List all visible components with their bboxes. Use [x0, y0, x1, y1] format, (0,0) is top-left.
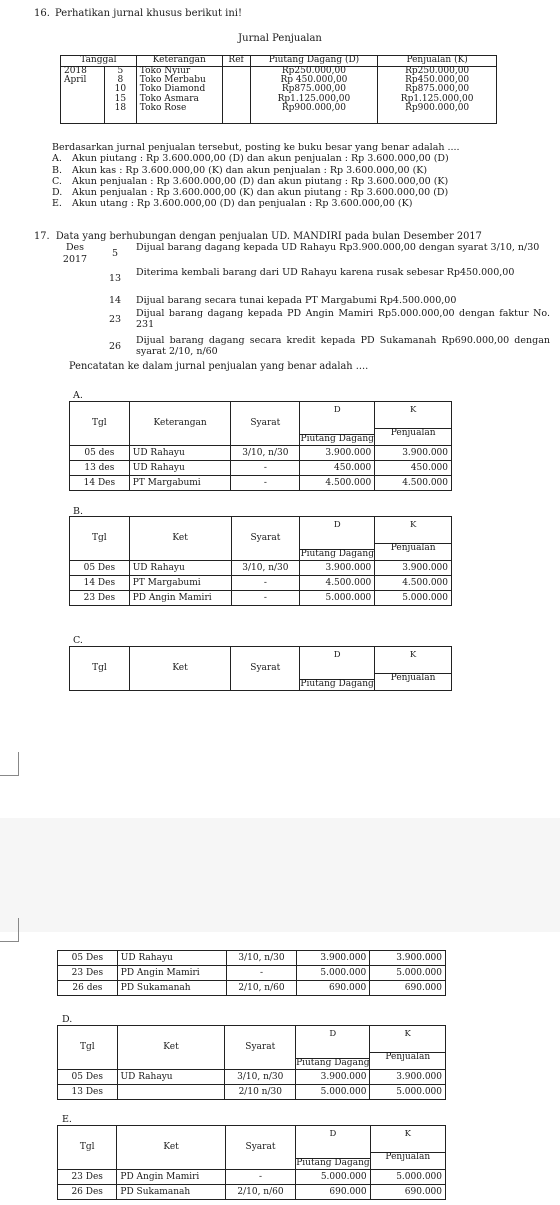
journal-credit: Rp1.125.000,00 [400, 93, 474, 104]
journal-title: Jurnal Penjualan [238, 33, 322, 44]
journal-customers [136, 67, 222, 124]
sales-journal-table [60, 55, 497, 124]
col-keterangan: Keterangan [129, 402, 231, 446]
option-text: Akun piutang : Rp 3.600.000,00 (D) dan akun penjualan : Rp 3.600.000,00 (D) [72, 153, 449, 165]
cell-credit: 450.000 [375, 461, 452, 476]
cell-ket: UD Rahayu [129, 461, 231, 476]
table-row [70, 591, 452, 606]
cell-ket: PD Angin Mamiri [117, 966, 226, 981]
cell-date: 23 Des [70, 591, 130, 606]
col-debit [300, 402, 375, 446]
option-16-e[interactable] [52, 198, 460, 209]
question-17-header [34, 231, 482, 243]
debit-mark: D [329, 1128, 337, 1139]
cell-ket: PD Angin Mamiri [129, 591, 231, 606]
table-row [58, 1085, 446, 1100]
journal-customer: Toko Asmara [139, 93, 199, 104]
piutang-label: Piutang Dagang [296, 1057, 370, 1068]
cell-ket: PD Angin Mamiri [117, 1170, 225, 1185]
col-syarat: Syarat [231, 402, 300, 446]
option-letter: E. [52, 198, 62, 210]
col-debit [296, 1126, 370, 1170]
journal-debit: Rp 450.000,00 [280, 75, 348, 86]
cell-credit: 690.000 [370, 1185, 445, 1200]
cell-syarat: 3/10, n/30 [225, 1070, 296, 1085]
cell-ket: UD Rahayu [117, 1070, 225, 1085]
question-16-options [52, 142, 460, 210]
header-ref: Ref [222, 56, 250, 67]
cell-credit: 5.000.000 [370, 1085, 446, 1100]
col-ket: Ket [117, 1126, 225, 1170]
journal-credit: Rp875.000,00 [405, 84, 470, 95]
journal-ref [222, 67, 250, 124]
transaction-day: 14 [108, 295, 122, 306]
table-header-row [70, 402, 452, 446]
piutang-label: Piutang Dagang [300, 678, 374, 689]
transaction-day: 5 [111, 248, 119, 259]
journal-debit: Rp1.125.000,00 [277, 93, 351, 104]
table-header-row [70, 517, 452, 561]
cell-debit: 4.500.000 [300, 476, 375, 491]
col-tgl: Tgl [70, 517, 130, 561]
journal-year-month [61, 67, 105, 124]
col-credit [375, 647, 452, 691]
option-17-a-label[interactable]: A. [73, 390, 83, 401]
cell-ket [117, 1085, 225, 1100]
option-17-c-table [69, 646, 452, 691]
option-letter: D. [52, 187, 63, 199]
cell-syarat: - [231, 576, 300, 591]
col-credit [370, 1026, 446, 1070]
cell-date: 23 Des [58, 1170, 117, 1185]
cell-syarat: 3/10, n/30 [226, 951, 297, 966]
journal-body-row [61, 67, 497, 124]
journal-customer: Toko Rose [139, 102, 187, 113]
year-label: 2017 [62, 254, 88, 265]
debit-mark: D [333, 404, 341, 415]
journal-header-row [61, 56, 497, 67]
cell-credit: 4.500.000 [375, 476, 452, 491]
journal-debit: Rp875.000,00 [281, 84, 346, 95]
table-row [70, 461, 452, 476]
option-letter: A. [52, 153, 62, 165]
option-text: Akun penjualan : Rp 3.600.000,00 (K) dan akun piutang : Rp 3.600.000,00 (D) [72, 187, 449, 199]
cell-credit: 4.500.000 [375, 576, 452, 591]
penjualan-label: Penjualan [370, 1052, 445, 1068]
cell-credit: 690.000 [370, 981, 446, 996]
col-credit [375, 517, 452, 561]
transaction-text: Diterima kembali barang dari UD Rahayu karena rusak sebesar Rp450.000,00 [136, 267, 515, 278]
cell-debit: 450.000 [300, 461, 375, 476]
journal-customer: Toko Merbabu [139, 75, 206, 86]
transaction-text: Dijual barang dagang kepada PD Angin Mamiri Rp5.000.000,00 dengan faktur No. 231 [136, 308, 550, 331]
cell-date: 05 Des [58, 1070, 118, 1085]
col-ket: Ket [129, 647, 231, 691]
question-17-prompt: Data yang berhubungan dengan penjualan UD. MANDIRI pada bulan Desember 2017 [55, 231, 482, 242]
cell-debit: 690.000 [296, 1185, 370, 1200]
cell-credit: 5.000.000 [370, 1170, 445, 1185]
option-letter: B. [52, 164, 63, 176]
cell-date: 26 des [58, 981, 118, 996]
table-row [58, 951, 446, 966]
penjualan-label: Penjualan [375, 543, 451, 559]
penjualan-label: Penjualan [371, 1152, 445, 1168]
table-row [70, 576, 452, 591]
cell-debit: 3.900.000 [300, 446, 375, 461]
option-17-b-table [69, 516, 452, 606]
col-tgl: Tgl [58, 1026, 118, 1070]
cell-syarat: 2/10 n/30 [225, 1085, 296, 1100]
table-row [70, 446, 452, 461]
journal-month: April [64, 75, 87, 86]
question-17-instruction: Pencatatan ke dalam jurnal penjualan yang benar adalah .... [69, 361, 369, 372]
cell-date: 14 Des [70, 576, 130, 591]
debit-mark: D [329, 1028, 337, 1039]
journal-credit: Rp250.000,00 [405, 66, 470, 76]
table-row [58, 1170, 446, 1185]
option-letter: C. [52, 175, 62, 187]
transaction-text: Dijual barang secara tunai kepada PT Margabumi Rp4.500.000,00 [136, 295, 457, 306]
cell-ket: UD Rahayu [129, 561, 231, 576]
header-tanggal: Tanggal [61, 56, 137, 67]
journal-debit: Rp250.000,00 [281, 66, 346, 76]
journal-credit: Rp900.000,00 [405, 102, 470, 113]
transaction-text: Dijual barang dagang secara kredit kepada PD Sukamanah Rp690.000,00 dengan syarat 2/10, n/60 [136, 335, 550, 358]
col-ket: Ket [129, 517, 231, 561]
table-row [58, 966, 446, 981]
cell-credit: 3.900.000 [370, 1070, 446, 1085]
cell-ket: PD Sukamanah [117, 1185, 225, 1200]
cell-date: 13 Des [58, 1085, 118, 1100]
table-row [70, 476, 452, 491]
cell-syarat: 3/10, n/30 [231, 446, 300, 461]
journal-customer: Toko Nyiur [139, 66, 191, 76]
cell-date: 05 des [70, 446, 130, 461]
cell-debit: 5.000.000 [296, 1085, 370, 1100]
credit-mark: K [409, 649, 417, 660]
col-syarat: Syarat [231, 517, 300, 561]
cell-syarat: - [226, 966, 297, 981]
question-16-number: 16. [34, 8, 50, 19]
col-tgl: Tgl [70, 647, 130, 691]
cell-syarat: - [231, 461, 300, 476]
cell-debit: 5.000.000 [300, 591, 375, 606]
journal-day: 18 [114, 102, 127, 113]
col-credit [375, 402, 452, 446]
page-margin-mark [0, 752, 19, 776]
journal-credits [378, 67, 497, 124]
cell-syarat: - [225, 1170, 296, 1185]
journal-debits [250, 67, 378, 124]
header-piutang: Piutang Dagang (D) [250, 56, 378, 67]
piutang-label: Piutang Dagang [300, 548, 374, 559]
transaction-text: Dijual barang dagang kepada UD Rahayu Rp3.900.000,00 dengan syarat 3/10, n/30 [136, 242, 540, 253]
table-header-row [58, 1026, 446, 1070]
penjualan-label: Penjualan [375, 428, 451, 444]
col-tgl: Tgl [58, 1126, 117, 1170]
cell-syarat: - [231, 591, 300, 606]
cell-syarat: 3/10, n/30 [231, 561, 300, 576]
journal-credit: Rp450.000,00 [405, 75, 470, 86]
cell-debit: 4.500.000 [300, 576, 375, 591]
header-penjualan: Penjualan (K) [378, 56, 497, 67]
credit-mark: K [409, 519, 417, 530]
penjualan-label: Penjualan [375, 673, 451, 689]
cell-credit: 5.000.000 [370, 966, 446, 981]
credit-mark: K [404, 1028, 411, 1039]
cell-ket: PD Sukamanah [117, 981, 226, 996]
page-margin-mark [0, 918, 19, 942]
col-credit [370, 1126, 445, 1170]
cell-syarat: - [231, 476, 300, 491]
cell-credit: 3.900.000 [375, 561, 452, 576]
col-debit [296, 1026, 370, 1070]
credit-mark: K [409, 404, 417, 415]
cell-debit: 690.000 [297, 981, 370, 996]
table-row [58, 981, 446, 996]
cell-ket: UD Rahayu [129, 446, 231, 461]
col-ket: Ket [117, 1026, 225, 1070]
cell-debit: 3.900.000 [300, 561, 375, 576]
option-text: Akun kas : Rp 3.600.000,00 (K) dan akun penjualan : Rp 3.600.000,00 (K) [72, 164, 428, 176]
col-debit [300, 517, 375, 561]
cell-debit: 3.900.000 [297, 951, 370, 966]
option-17-b-label[interactable]: B. [73, 506, 84, 517]
cell-debit: 5.000.000 [296, 1170, 370, 1185]
option-16-c[interactable] [52, 176, 460, 187]
month-label: Des [65, 242, 85, 253]
cell-debit: 5.000.000 [297, 966, 370, 981]
journal-days [104, 67, 136, 124]
cell-ket: UD Rahayu [117, 951, 226, 966]
cell-credit: 3.900.000 [370, 951, 446, 966]
cell-syarat: 2/10, n/60 [226, 981, 297, 996]
transaction-day: 26 [108, 341, 122, 352]
option-17-a-table [69, 401, 452, 491]
debit-mark: D [333, 649, 341, 660]
cell-credit: 5.000.000 [375, 591, 452, 606]
cell-date: 23 Des [58, 966, 118, 981]
cell-debit: 3.900.000 [296, 1070, 370, 1085]
option-17-d-label[interactable]: D. [62, 1014, 73, 1025]
journal-debit: Rp900.000,00 [281, 102, 346, 113]
col-syarat: Syarat [225, 1026, 296, 1070]
cell-credit: 3.900.000 [375, 446, 452, 461]
table-row [58, 1185, 446, 1200]
cell-date: 05 Des [70, 561, 130, 576]
option-17-e-label[interactable]: E. [62, 1114, 72, 1125]
cell-date: 13 des [70, 461, 130, 476]
table-row [58, 1070, 446, 1085]
col-syarat: Syarat [231, 647, 300, 691]
option-16-d[interactable] [52, 187, 460, 198]
credit-mark: K [404, 1128, 411, 1139]
cell-ket: PT Margabumi [129, 476, 231, 491]
option-17-c-label[interactable]: C. [73, 635, 83, 646]
option-16-a[interactable] [52, 153, 460, 164]
table-row [70, 561, 452, 576]
journal-year: 2018 [64, 66, 87, 76]
journal-day: 8 [117, 75, 124, 86]
option-17-e-table [57, 1125, 446, 1200]
journal-day: 15 [114, 93, 127, 104]
transaction-day: 23 [108, 314, 122, 325]
cell-ket: PT Margabumi [129, 576, 231, 591]
transaction-day: 13 [108, 273, 122, 284]
journal-customer: Toko Diamond [139, 84, 206, 95]
question-17-number: 17. [34, 231, 50, 242]
option-text: Akun penjualan : Rp 3.600.000,00 (D) dan akun piutang : Rp 3.600.000,00 (K) [72, 175, 449, 187]
table-header-row [70, 647, 452, 691]
cell-date: 14 Des [70, 476, 130, 491]
header-keterangan: Keterangan [136, 56, 222, 67]
col-syarat: Syarat [225, 1126, 296, 1170]
option-16-b[interactable] [52, 165, 460, 176]
piutang-label: Piutang Dagang [296, 1157, 370, 1168]
debit-mark: D [333, 519, 341, 530]
option-17-d-table [57, 1025, 446, 1100]
page-break [0, 818, 560, 932]
col-tgl: Tgl [70, 402, 130, 446]
cell-syarat: 2/10, n/60 [225, 1185, 296, 1200]
journal-day: 5 [117, 66, 124, 76]
cell-date: 05 Des [58, 951, 118, 966]
option-text: Akun utang : Rp 3.600.000,00 (D) dan penjualan : Rp 3.600.000,00 (K) [72, 198, 413, 210]
table-header-row [58, 1126, 446, 1170]
option-17-c-continued-table [57, 950, 446, 996]
journal-day: 10 [114, 84, 127, 95]
piutang-label: Piutang Dagang [300, 433, 374, 444]
question-16-text: Berdasarkan jurnal penjualan tersebut, posting ke buku besar yang benar adalah .... [52, 142, 460, 153]
question-16-prompt: Perhatikan jurnal khusus berikut ini! [55, 8, 243, 19]
cell-date: 26 Des [58, 1185, 117, 1200]
col-debit [300, 647, 375, 691]
